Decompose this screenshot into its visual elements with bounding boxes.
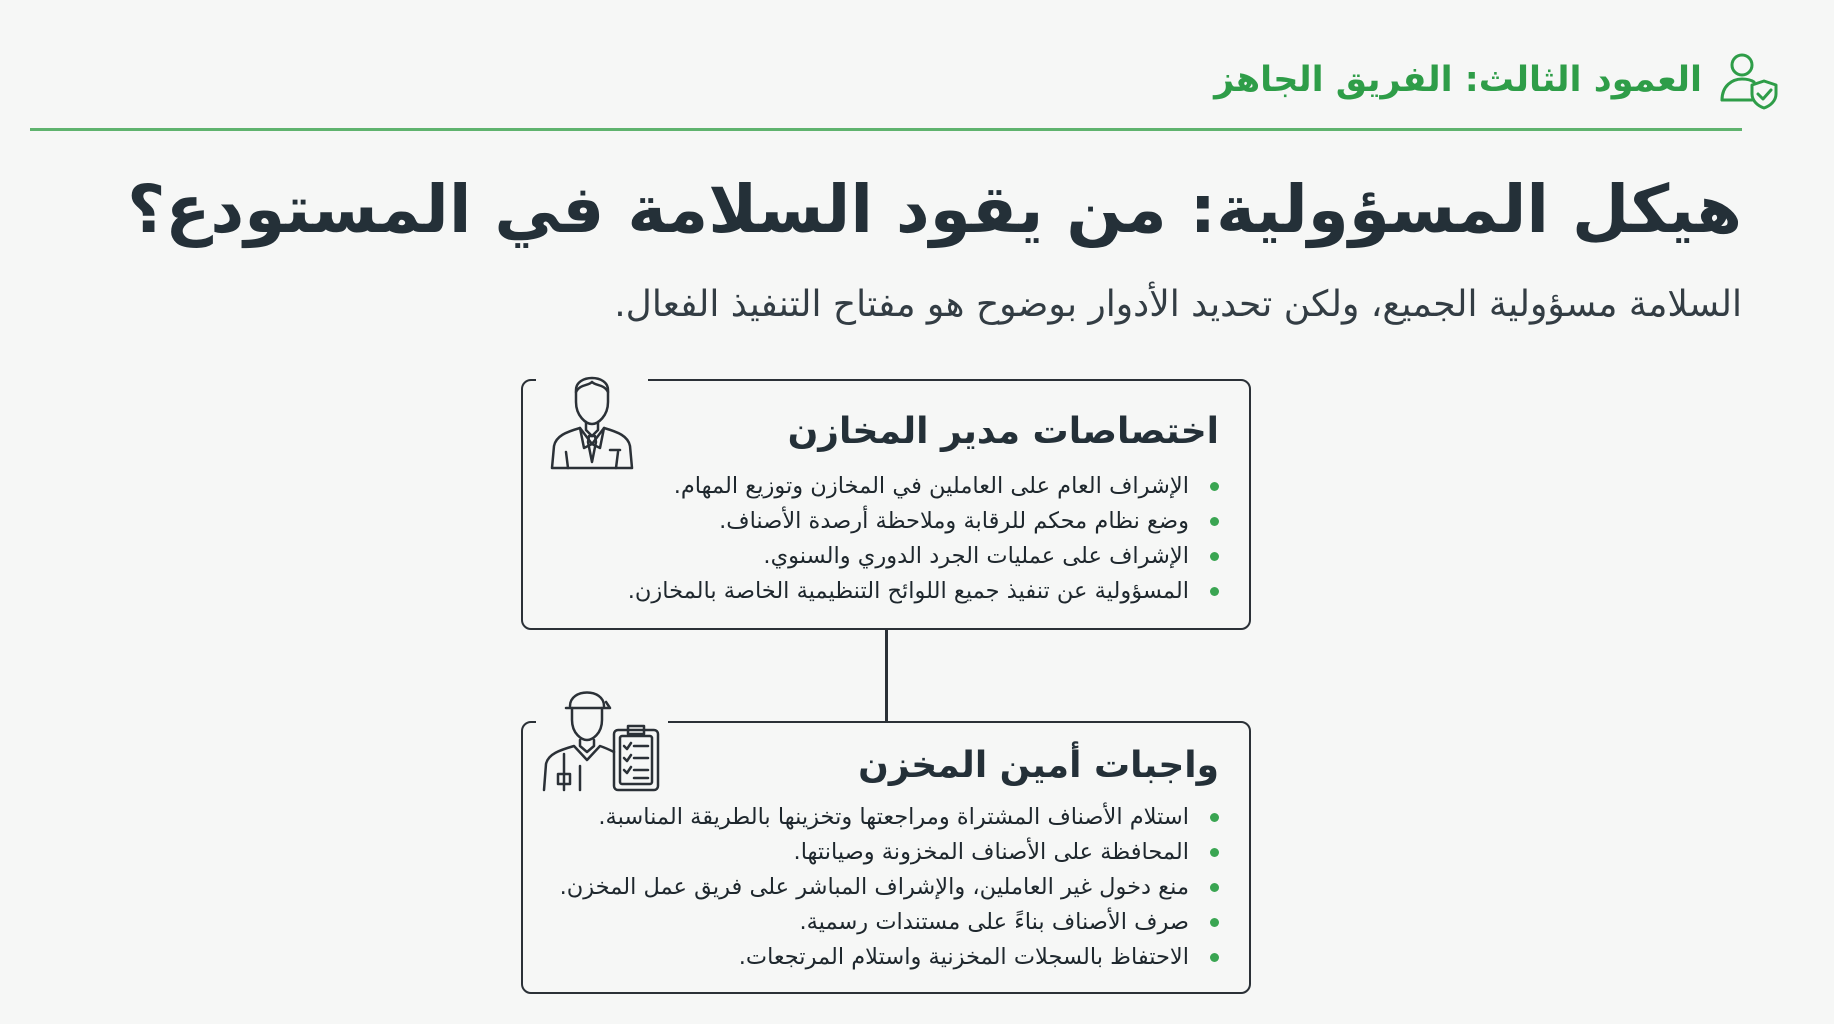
- list-item: [628, 539, 1219, 574]
- card-title: اختصاصات مدير المخازن: [787, 411, 1219, 452]
- list-item: [628, 469, 1219, 504]
- bullet-dot: [1210, 918, 1219, 927]
- bullet-dot: [1210, 953, 1219, 962]
- list-item-text: المسؤولية عن تنفيذ جميع اللوائح التنظيمية الخاصة بالمخازن.: [627, 578, 1189, 604]
- section-header: [1214, 48, 1782, 112]
- list-item: [628, 504, 1219, 539]
- storekeeper-clipboard-icon: [536, 682, 668, 792]
- card-title: واجبات أمين المخزن: [858, 745, 1219, 786]
- manager-icon: [536, 362, 648, 472]
- bullet-dot: [1210, 848, 1219, 857]
- list-item: [560, 905, 1219, 940]
- header-divider: [30, 128, 1742, 131]
- bullet-dot: [1210, 552, 1219, 561]
- page-title: هيكل المسؤولية: من يقود السلامة في المستودع؟: [127, 171, 1742, 248]
- list-item-text: استلام الأصناف المشتراة ومراجعتها وتخزينها بالطريقة المناسبة.: [598, 804, 1189, 830]
- bullet-dot: [1210, 517, 1219, 526]
- bullet-dot: [1210, 482, 1219, 491]
- section-title: العمود الثالث: الفريق الجاهز: [1214, 59, 1702, 100]
- list-item: [560, 870, 1219, 905]
- user-shield-icon: [1718, 48, 1782, 112]
- list-item: [628, 574, 1219, 609]
- duties-list: [560, 800, 1219, 975]
- list-item-text: وضع نظام محكم للرقابة وملاحظة أرصدة الأصناف.: [719, 508, 1189, 534]
- list-item: [560, 940, 1219, 975]
- bullet-dot: [1210, 587, 1219, 596]
- list-item-text: صرف الأصناف بناءً على مستندات رسمية.: [799, 909, 1189, 935]
- list-item-text: المحافظة على الأصناف المخزونة وصيانتها.: [793, 839, 1189, 865]
- list-item-text: الإشراف على عمليات الجرد الدوري والسنوي.: [763, 543, 1189, 569]
- list-item-text: الاحتفاظ بالسجلات المخزنية واستلام المرتجعات.: [738, 944, 1189, 970]
- hierarchy-connector: [885, 630, 888, 721]
- list-item: [560, 800, 1219, 835]
- responsibility-list: [628, 469, 1219, 609]
- bullet-dot: [1210, 883, 1219, 892]
- bullet-dot: [1210, 813, 1219, 822]
- list-item-text: منع دخول غير العاملين، والإشراف المباشر على فريق عمل المخزن.: [559, 874, 1189, 900]
- list-item: [560, 835, 1219, 870]
- list-item-text: الإشراف العام على العاملين في المخازن وتوزيع المهام.: [673, 473, 1189, 499]
- page-subtitle: السلامة مسؤولية الجميع، ولكن تحديد الأدوار بوضوح هو مفتاح التنفيذ الفعال.: [614, 284, 1742, 325]
